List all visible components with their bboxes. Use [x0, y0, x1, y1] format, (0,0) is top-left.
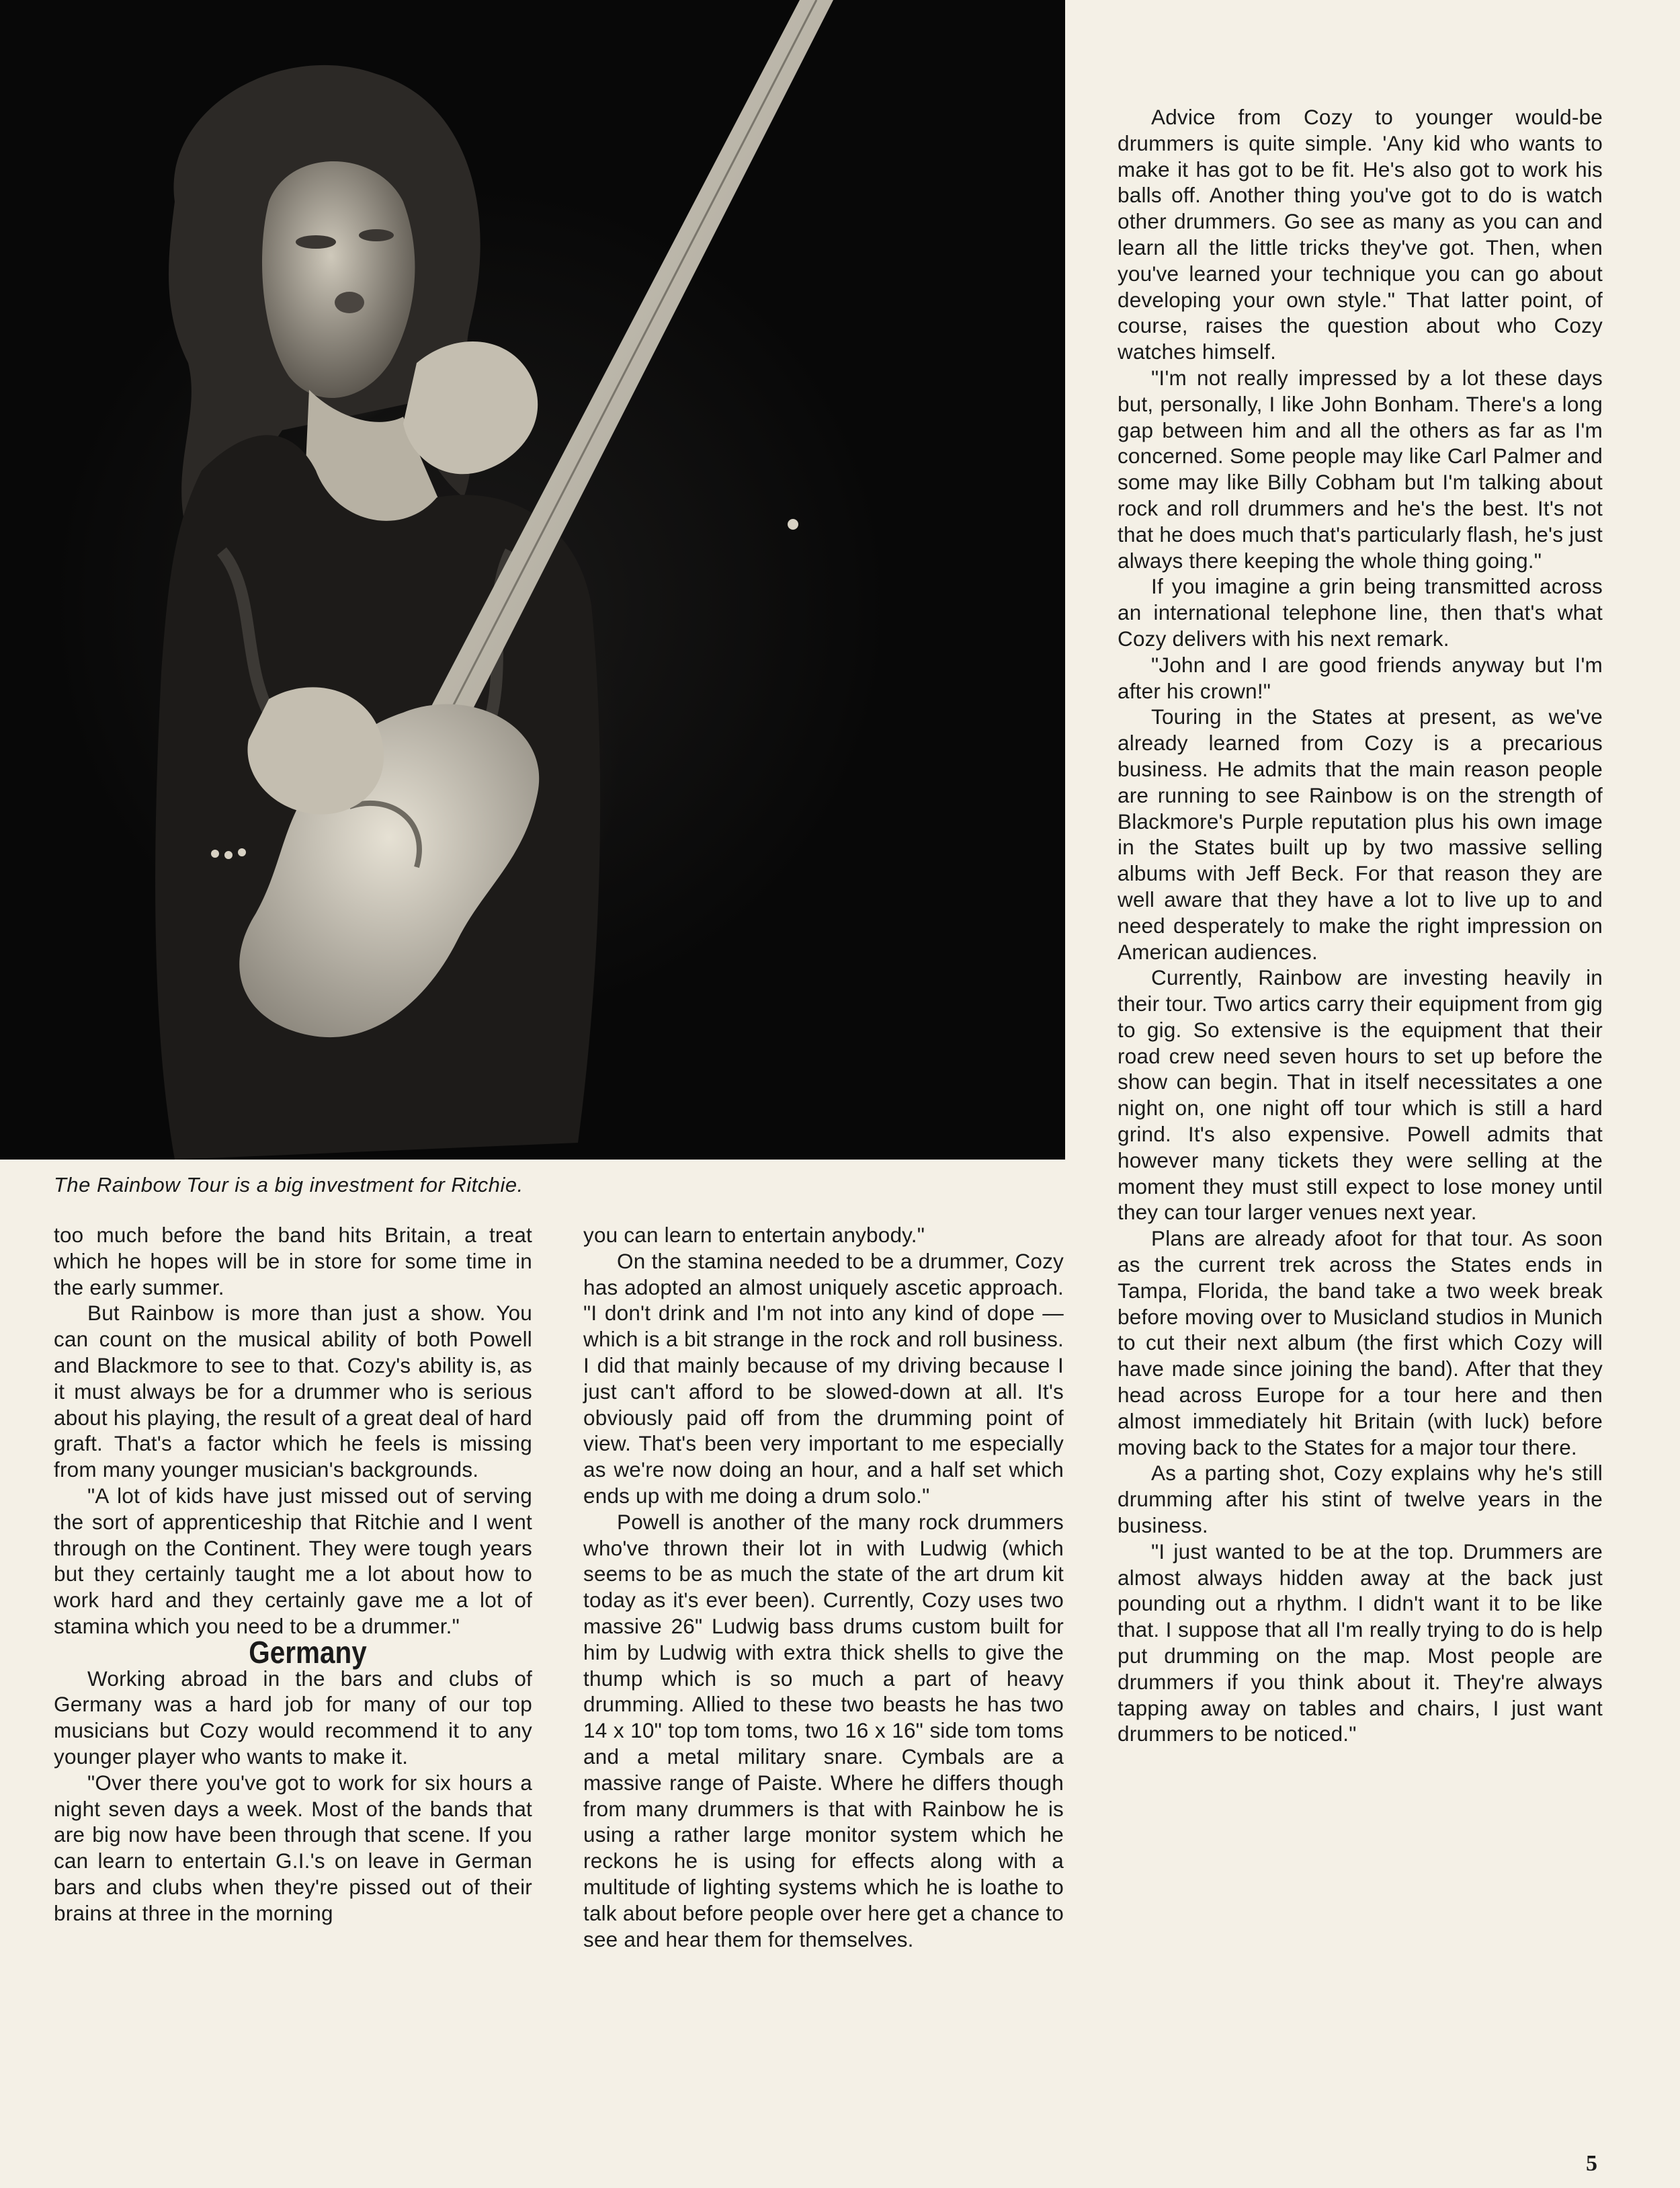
paragraph: But Rainbow is more than just a show. You can count on the musical ability of both Powell and Blackmore to see to that. Cozy's ability is, as it must always be for a drummer who is serious about his playing, the result of a great deal of hard graft. That's a factor which he feels is missing from many younger musician's backgrounds.	[54, 1301, 532, 1482]
paragraph: "A lot of kids have just missed out of serving the sort of apprenticeship that Ritchie and I went through on the Continent. They were tough years but they certainly taught me a lot about how to work hard and they certainly gave me a lot of stamina which you need to be a drummer."	[54, 1483, 532, 1638]
paragraph: "John and I are good friends anyway but I'm after his crown!"	[1118, 652, 1603, 703]
article-column-3	[1118, 104, 1603, 1747]
paragraph: As a parting shot, Cozy explains why he's still drumming after his stint of twelve years in the business.	[1118, 1461, 1603, 1538]
article-column-1	[54, 1222, 532, 1927]
photo-caption: The Rainbow Tour is a big investment for Ritchie.	[54, 1173, 523, 1197]
article-column-2	[583, 1222, 1064, 1952]
paragraph: Working abroad in the bars and clubs of Germany was a hard job for many of our top musicians but Cozy would recommend it to any younger player who wants to make it.	[54, 1666, 532, 1769]
paragraph: On the stamina needed to be a drummer, Cozy has adopted an almost uniquely ascetic approach. "I don't drink and I'm not into any kind of dope — which is a bit strange in the rock and roll business. I did that mainly because of my driving because I just can't afford to be slowed-down at all. It's obviously paid off from the drumming point of view. That's been very important to me especially as we're now doing an hour, and a half set which ends up with me doing a drum solo."	[583, 1248, 1064, 1508]
paragraph: you can learn to entertain anybody."	[583, 1223, 925, 1247]
page-number: 5	[1586, 2151, 1597, 2176]
paragraph: "I just wanted to be at the top. Drummers are almost always hidden away at the back just pounding out a rhythm. I didn't want it to be like that. I suppose that all I'm really trying to do is help put drumming on the map. Most people are drummers if you think about it. They're always tapping away on tables and chairs, I just want drummers to be noticed."	[1118, 1539, 1603, 1746]
paragraph: "Over there you've got to work for six hours a night seven days a week. Most of the bands that are big now have been through that scene. If you can learn to entertain G.I.'s on leave in German bars and clubs when they're pissed out of their brains at three in the morning	[54, 1770, 532, 1925]
section-subhead: Germany	[249, 1634, 367, 1670]
paragraph: too much before the band hits Britain, a treat which he hopes will be in store for some time in the early summer.	[54, 1223, 532, 1299]
paragraph: Plans are already afoot for that tour. As soon as the current trek across the States ends in Tampa, Florida, the band take a two week break before moving over to Musicland studios in Munich to cut their next album (the first which Cozy will have made since joining the band). After that they head across Europe for a tour here and then almost immediately hit Britain (with luck) before moving back to the States for a major tour there.	[1118, 1226, 1603, 1459]
paragraph: "I'm not really impressed by a lot these days but, personally, I like John Bonham. There's a long gap between him and all the others as far as I'm concerned. Some people may like Carl Palmer and some may like Billy Cobham but I'm talking about rock and roll drummers and he's the best. It's not that he does much that's particularly flash, he's just always there keeping the whole thing going."	[1118, 365, 1603, 573]
guitarist-photo	[0, 0, 1065, 1160]
guitarist-illustration	[0, 0, 1065, 1160]
paragraph: Advice from Cozy to younger would-be drummers is quite simple. 'Any kid who wants to make it has got to be fit. He's also got to work his balls off. Another thing you've got to do is watch other drummers. Go see as many as you can and learn all the little tricks they've got. Then, when you've learned your technique you can go about developing your own style." That latter point, of course, raises the question about who Cozy watches himself.	[1118, 105, 1603, 364]
paragraph: If you imagine a grin being transmitted across an international telephone line, then that's what Cozy delivers with his next remark.	[1118, 574, 1603, 651]
paragraph: Touring in the States at present, as we've already learned from Cozy is a precarious business. He admits that the main reason people are running to see Rainbow is on the strength of Blackmore's Purple reputation plus his own image in the States built up by two massive selling albums with Jeff Beck. For that reason they are well aware that they have a lot to live up to and need desperately to make the right impression on American audiences.	[1118, 704, 1603, 964]
paragraph: Currently, Rainbow are investing heavily in their tour. Two artics carry their equipment from gig to gig. So extensive is the equipment that their road crew need seven hours to set up before the show can begin. That in itself necessitates a one night on, one night off tour which is still a hard grind. It's also expensive. Powell admits that however many tickets they were selling at the moment they must still expect to lose money until they can tour larger venues next year.	[1118, 965, 1603, 1225]
paragraph: Powell is another of the many rock drummers who've thrown their lot in with Ludwig (which seems to be as much the state of the art drum kit today as it's ever been). Currently, Cozy uses two massive 26" Ludwig bass drums custom built for him by Ludwig with extra thick shells to give the thump which is so much a part of heavy drumming. Allied to these two beasts he has two 14 x 10" top tom toms, two 16 x 16" side tom toms and a metal military snare. Cymbals are a massive range of Paiste. Where he differs though from many drummers is that with Rainbow he is using a rather large monitor system which he reckons he is using for effects along with a multitude of lighting systems which he is loathe to talk about before people over here get a chance to see and hear them for themselves.	[583, 1509, 1064, 1951]
